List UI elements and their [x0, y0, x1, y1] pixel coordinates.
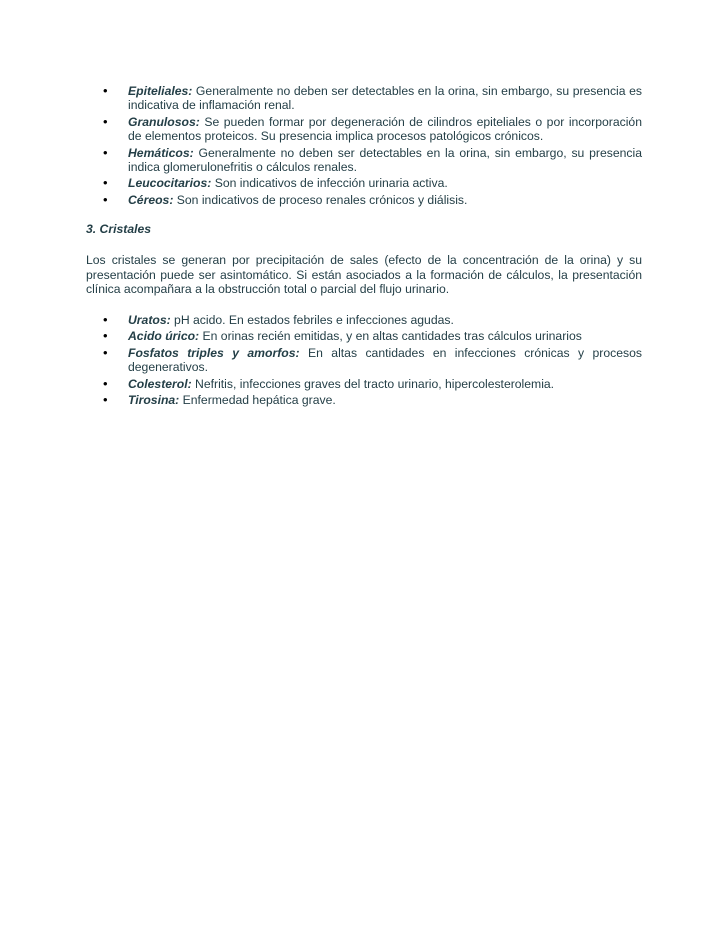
list-item: [86, 329, 642, 343]
list-item-text: En altas cantidades en infecciones crónicas y procesos degenerativos.: [128, 346, 642, 375]
list-item: [86, 176, 642, 190]
list-item-term: Céreos:: [128, 193, 174, 208]
list-item-text: pH acido. En estados febriles e infecciones agudas.: [170, 312, 454, 327]
list-item: [86, 115, 642, 143]
bullet-icon: •: [103, 192, 108, 208]
list-item-term: Fosfatos triples y amorfos:: [128, 346, 300, 360]
bullet-icon: •: [103, 113, 108, 129]
bullet-icon: •: [103, 144, 108, 160]
list-item-text: Nefritis, infecciones graves del tracto urinario, hipercolesterolemia.: [191, 376, 555, 391]
list-item-text: Son indicativos de proceso renales crónicos y diálisis.: [173, 193, 468, 208]
list-item-term: Hemáticos:: [128, 145, 194, 160]
list-item: [86, 346, 642, 374]
list-item-text: Se pueden formar por degeneración de cilindros epiteliales o por incorporación de elementos proteicos. Su presencia implica procesos patológicos crónicos.: [128, 114, 642, 143]
list-item-term: Epiteliales:: [128, 84, 193, 98]
list-item-text: Generalmente no deben ser detectables en la orina, sin embargo, su presencia es indicativa de inflamación renal.: [128, 84, 642, 113]
list-item-term: Granulosos:: [128, 114, 200, 129]
list-item-term: Tirosina:: [128, 393, 180, 408]
bullet-icon: •: [103, 375, 108, 391]
bullet-icon: •: [103, 345, 108, 360]
bullet-icon: •: [103, 328, 108, 344]
section-heading: 3. Cristales: [86, 222, 152, 237]
list-item: [86, 193, 642, 207]
bullet-icon: •: [103, 392, 108, 408]
list-item: [86, 393, 642, 407]
list-item-text: Generalmente no deben ser detectables en la orina, sin embargo, su presencia indica glomerulonefritis o cálculos renales.: [128, 145, 642, 174]
list-item-term: Colesterol:: [128, 376, 192, 391]
list-item-text: Son indicativos de infección urinaria activa.: [211, 176, 448, 191]
list-item-term: Uratos:: [128, 312, 171, 327]
section-paragraph: Los cristales se generan por precipitación de sales (efecto de la concentración de la orina) y su presentación puede ser asintomático. Si están asociados a la formación de cálculos, la presentación clínica acompañara a la obstrucción total o parcial del flujo urinario.: [86, 253, 642, 297]
list-item-term: Leucocitarios:: [128, 176, 212, 191]
bullet-icon: •: [103, 83, 108, 98]
list-item: [86, 146, 642, 174]
bullet-icon: •: [103, 311, 108, 327]
crystal-types-list: [86, 313, 642, 408]
cylinder-types-list: [86, 84, 642, 207]
list-item-text: Enfermedad hepática grave.: [179, 393, 336, 408]
list-item-text: En orinas recién emitidas, y en altas cantidades tras cálculos urinarios: [199, 329, 582, 344]
list-item: [86, 313, 642, 327]
list-item-term: Acido úrico:: [128, 329, 200, 344]
bullet-icon: •: [103, 175, 108, 191]
list-item: [86, 84, 642, 112]
list-item: [86, 377, 642, 391]
document-page: [86, 84, 642, 410]
